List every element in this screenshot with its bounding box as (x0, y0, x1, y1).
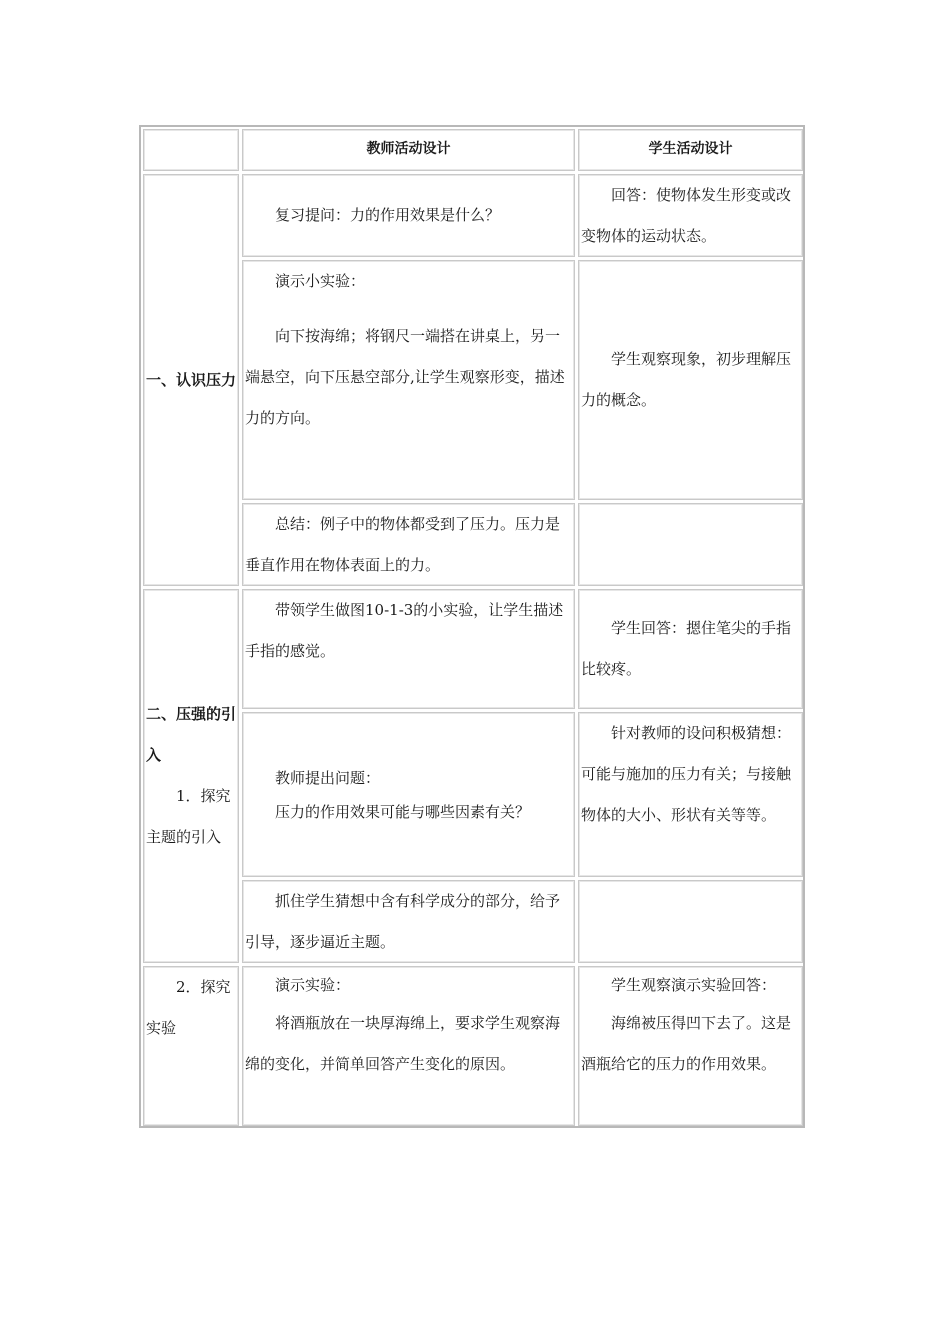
s3-r1-teacher-text-2: 将酒瓶放在一块厚海绵上，要求学生观察海绵的变化，并简单回答产生变化的原因。 (245, 1014, 561, 1073)
section-2-title: 二、压强的引入 (146, 705, 237, 764)
s3-r1-student-text-2: 海绵被压得凹下去了。这是酒瓶给它的压力的作用效果。 (581, 1014, 792, 1073)
lesson-plan-table (139, 125, 805, 1128)
s1-r3-teacher-text: 总结：例子中的物体都受到了压力。压力是垂直作用在物体表面上的力。 (245, 514, 561, 574)
s2-r3-student (578, 880, 803, 963)
s3-r1-teacher (242, 966, 575, 1126)
s3-r1-teacher-text-1: 演示实验： (275, 976, 351, 994)
s1-r2-teacher (242, 260, 575, 500)
s2-r1-teacher-text: 带领学生做图10-1-3的小实验，让学生描述手指的感觉。 (245, 601, 564, 660)
s2-r2-student (578, 712, 803, 877)
s2-r1-student-text: 学生回答：摁住笔尖的手指比较疼。 (581, 619, 792, 678)
s1-r2-teacher-text-2: 向下按海绵；将钢尺一端搭在讲桌上，另一端悬空，向下压悬空部分,让学生观察形变，描述力的方向。 (245, 327, 565, 427)
s2-r2-teacher-text-2: 压力的作用效果可能与哪些因素有关？ (275, 802, 531, 821)
s1-r3-student (578, 503, 803, 586)
section-1-label (143, 174, 239, 586)
s1-r2-student-text: 学生观察现象，初步理解压力的概念。 (581, 350, 792, 409)
s2-r1-student (578, 589, 803, 709)
section-2-subtitle: 1．探究主题的引入 (146, 787, 231, 846)
s1-r3-teacher (242, 503, 575, 586)
s2-r2-teacher-text-1: 教师提出问题： (275, 768, 381, 787)
s2-r3-teacher-text: 抓住学生猜想中含有科学成分的部分，给予引导，逐步逼近主题。 (245, 891, 561, 951)
section-2-label (143, 589, 239, 963)
section-3-title: 2．探究实验 (146, 978, 231, 1037)
s3-r1-student (578, 966, 803, 1126)
s1-r2-teacher-text-1: 演示小实验： (275, 272, 366, 290)
s1-r1-student-text: 回答：使物体发生形变或改变物体的运动状态。 (581, 186, 792, 245)
s1-r1-teacher-text: 复习提问：力的作用效果是什么？ (275, 206, 501, 224)
s3-r1-student-text-1: 学生观察演示实验回答： (611, 976, 777, 994)
section-1-title: 一、认识压力 (146, 370, 237, 389)
s2-r3-teacher (242, 880, 575, 963)
s2-r2-student-text: 针对教师的设问积极猜想：可能与施加的压力有关；与接触物体的大小、形状有关等等。 (581, 724, 792, 824)
header-empty-cell (143, 129, 239, 171)
section-3-label (143, 966, 239, 1126)
header-student-activity: 学生活动设计 (578, 129, 803, 171)
s2-r2-teacher (242, 712, 575, 877)
s1-r2-student (578, 260, 803, 500)
s2-r1-teacher (242, 589, 575, 709)
header-teacher-activity: 教师活动设计 (242, 129, 575, 171)
s1-r1-teacher (242, 174, 575, 257)
s1-r1-student (578, 174, 803, 257)
